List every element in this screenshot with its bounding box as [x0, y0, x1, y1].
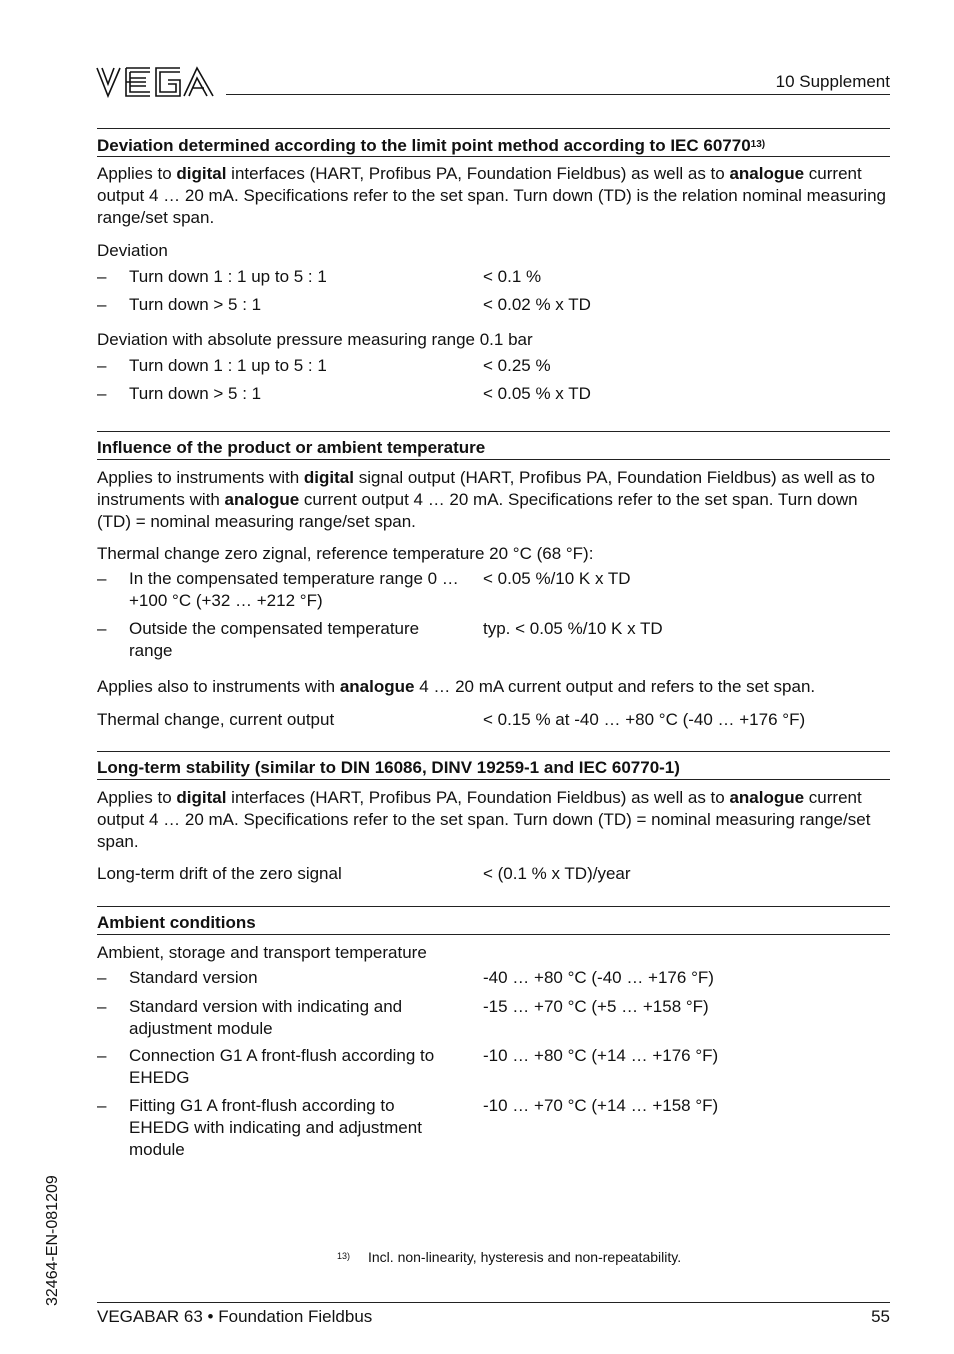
- spec-label: Turn down 1 : 1 up to 5 : 1: [129, 267, 327, 286]
- dash: –: [97, 356, 107, 375]
- group-label: Deviation with absolute pressure measuring range 0.1 bar: [97, 330, 533, 349]
- dash: –: [97, 1046, 107, 1065]
- paragraph-intro: [97, 163, 890, 229]
- spec-value: -15 … +70 °C (+5 … +158 °F): [483, 997, 709, 1016]
- spec-value: -10 … +80 °C (+14 … +176 °F): [483, 1046, 719, 1065]
- dash: –: [97, 997, 107, 1016]
- intro-bold: analogue: [224, 490, 300, 509]
- spec-value: -10 … +70 °C (+14 … +158 °F): [483, 1096, 719, 1115]
- paragraph-intro: [97, 467, 890, 533]
- spec-label: Outside the compensated temperature range: [129, 619, 420, 660]
- spec-label: Standard version: [129, 968, 258, 987]
- section-title-stability: Long-term stability (similar to DIN 16086, DINV 19259-1 and IEC 60770-1): [97, 751, 890, 780]
- spec-label: In the compensated temperature range 0 … +100 °C (+32 … +212 °F): [129, 569, 459, 610]
- spec-value: < 0.25 %: [483, 356, 551, 375]
- spec-label: Standard version with indicating and adjustment module: [129, 997, 403, 1038]
- spec-label: Long-term drift of the zero signal: [97, 864, 342, 883]
- spec-label: Fitting G1 A front-flush according to EHEDG with indicating and adjustment module: [129, 1096, 422, 1159]
- paragraph-also: [97, 676, 890, 698]
- section-title-deviation: [97, 128, 890, 157]
- document-code: 32464-EN-081209: [44, 1175, 61, 1306]
- intro-bold: analogue: [729, 788, 805, 807]
- intro-text: Applies to: [97, 164, 177, 183]
- dash: –: [97, 295, 107, 314]
- intro-text: current output 4 … 20 mA. Specifications refer to the set span. Turn down (TD) is the relation nominal measuring range/set span.: [97, 164, 886, 227]
- intro-bold: digital: [176, 164, 227, 183]
- intro-text: interfaces (HART, Profibus PA, Foundation Fieldbus) as well as to: [226, 164, 730, 183]
- dash: –: [97, 267, 107, 286]
- section-title-ambient: Ambient conditions: [97, 906, 890, 935]
- paragraph-intro: [97, 787, 890, 853]
- section-title-text: Deviation determined according to the limit point method according to IEC 60770: [97, 136, 751, 155]
- intro-text: interfaces (HART, Profibus PA, Foundation Fieldbus) as well as to: [226, 788, 730, 807]
- intro-bold: digital: [303, 468, 354, 487]
- spec-label: Thermal change, current output: [97, 710, 335, 729]
- intro-text: current output 4 … 20 mA. Specifications refer to the set span. Turn down (TD) = nominal measuring range/set span.: [97, 788, 871, 851]
- spec-label: Turn down > 5 : 1: [129, 295, 262, 314]
- dash: –: [97, 384, 107, 403]
- header-rule: [226, 94, 890, 95]
- spec-value: < 0.1 %: [483, 267, 542, 286]
- group-label: Deviation: [97, 241, 168, 260]
- spec-value: < 0.02 % x TD: [483, 295, 591, 314]
- spec-value: typ. < 0.05 %/10 K x TD: [483, 619, 663, 638]
- footer-rule: [97, 1302, 890, 1303]
- spec-value: < 0.15 % at -40 … +80 °C (-40 … +176 °F): [483, 710, 806, 729]
- spec-value: < (0.1 % x TD)/year: [483, 864, 631, 883]
- section-title-temperature: Influence of the product or ambient temperature: [97, 431, 890, 460]
- intro-text: Applies to instruments with: [97, 468, 304, 487]
- also-text: 4 … 20 mA current output and refers to the set span.: [414, 677, 816, 696]
- dash: –: [97, 1096, 107, 1115]
- intro-text: signal output (HART, Profibus PA, Foundation Fieldbus) as well as to instruments with: [97, 468, 875, 509]
- group-label: Ambient, storage and transport temperature: [97, 943, 427, 962]
- intro-text: Applies to: [97, 788, 177, 807]
- dash: –: [97, 619, 107, 638]
- spec-label: Connection G1 A front-flush according to EHEDG: [129, 1046, 435, 1087]
- dash: –: [97, 569, 107, 588]
- footer-product: VEGABAR 63 • Foundation Fieldbus: [97, 1307, 373, 1326]
- spec-label: Turn down > 5 : 1: [129, 384, 262, 403]
- also-bold: analogue: [339, 677, 415, 696]
- dash: –: [97, 968, 107, 987]
- footnote-mark: 13): [337, 1251, 351, 1261]
- footnote-text: Incl. non-linearity, hysteresis and non-repeatability.: [368, 1249, 682, 1265]
- spec-value: < 0.05 %/10 K x TD: [483, 569, 631, 588]
- spec-label: Turn down 1 : 1 up to 5 : 1: [129, 356, 327, 375]
- also-text: Applies also to instruments with: [97, 677, 340, 696]
- section-header: 10 Supplement: [775, 72, 890, 91]
- spec-value: -40 … +80 °C (-40 … +176 °F): [483, 968, 714, 987]
- group-label: Thermal change zero zignal, reference temperature 20 °C (68 °F):: [97, 544, 594, 563]
- spec-value: < 0.05 % x TD: [483, 384, 591, 403]
- intro-text: current output 4 … 20 mA. Specifications refer to the set span. Turn down (TD) = nominal measuring range/set span.: [97, 490, 858, 531]
- footnote-ref: 13): [750, 139, 766, 150]
- intro-bold: analogue: [729, 164, 805, 183]
- page-number: 55: [871, 1307, 890, 1326]
- intro-bold: digital: [176, 788, 227, 807]
- vega-logo: [96, 66, 214, 98]
